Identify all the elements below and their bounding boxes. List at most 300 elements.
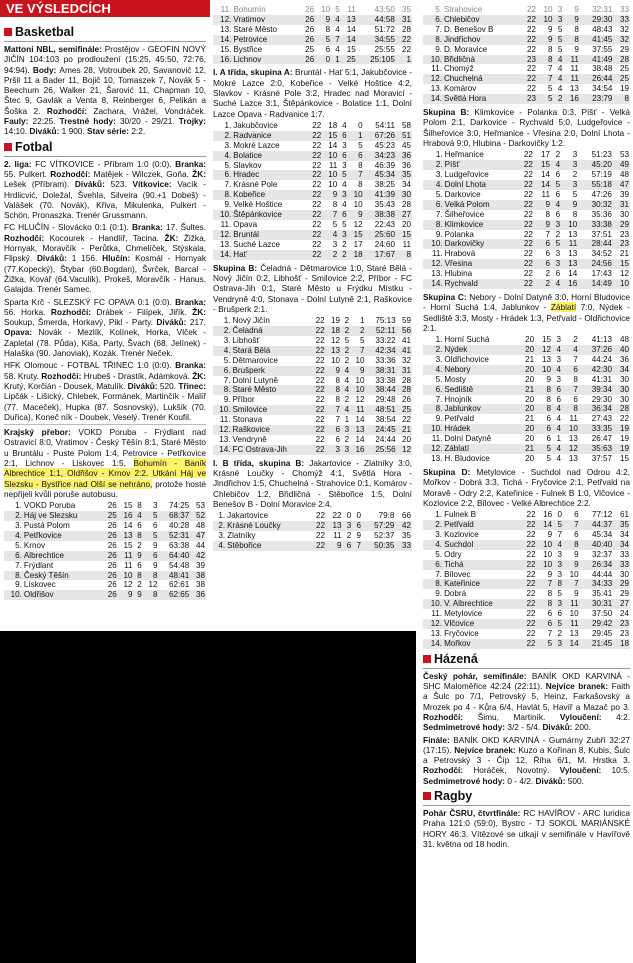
points-cell: 34 [613, 540, 630, 550]
table-row [423, 25, 630, 35]
played-cell: 22 [523, 269, 533, 279]
points-cell: 25 [397, 405, 412, 415]
losses-cell: 6 [573, 394, 578, 404]
draws-cell: 8 [134, 571, 143, 581]
wins-cell: 14 [540, 170, 550, 180]
losses-cell: 9 [152, 540, 158, 550]
table-row [213, 521, 412, 531]
losses-cell: 14 [355, 415, 365, 425]
points-cell: 20 [401, 219, 411, 229]
score-cell: 45:34 [364, 170, 396, 180]
points-cell: 48 [619, 335, 629, 345]
bold-label: Rozhodčí: [41, 370, 84, 381]
played-cell: 22 [517, 160, 534, 170]
points-cell: 34 [401, 180, 411, 190]
played-cell: 22 [517, 279, 534, 289]
score-cell: 25:56 [366, 445, 397, 455]
body-text: Kuzo a Kořínan 8, Kubis, Šulc a Petrovský 3 - Číp 12, Říha 6/1, M. Hrstka 3. [423, 744, 631, 766]
rank-cell: 10. [4, 590, 23, 600]
losses-cell: 1 [359, 316, 365, 326]
draws-cell: 4 [551, 279, 561, 289]
body-text: Faith a Šulc po 7/1, Petrovský 5, Heinz, Farkašovský a Mrozek po 4 - Kůra 6/4, Havlát 5, Havíř a Mazač po 3. [423, 681, 631, 712]
score-cell: 26:34 [580, 560, 614, 570]
points-cell: 28 [613, 404, 630, 414]
rank-cell: 5. [223, 355, 231, 365]
table-row [4, 521, 206, 531]
team-cell: Světlá Hora [443, 94, 520, 104]
points-cell: 35 [401, 531, 411, 541]
points-cell: 61 [619, 510, 629, 520]
wins-cell: 2 [322, 250, 338, 260]
draws-cell: 6 [555, 189, 561, 199]
losses-cell: 7 [562, 385, 579, 395]
wins-cell: 8 [537, 55, 554, 65]
draws-cell: 3 [341, 425, 350, 435]
rank-cell: 16. [213, 55, 232, 65]
rank-cell: 9. [435, 229, 443, 239]
wins-cell: 9 [548, 24, 553, 34]
losses-cell: 5 [143, 531, 159, 541]
team-cell: Staré Město [232, 385, 311, 395]
team-cell: Mokré Lazce [233, 140, 280, 150]
score-cell: 24:60 [374, 239, 395, 249]
table-row [213, 336, 412, 346]
table-row [213, 15, 412, 25]
bold-label: Pohár ČSRU, čtvrtfinále: [423, 808, 524, 819]
losses-cell: 13 [561, 259, 578, 269]
rank-cell: 12. [423, 74, 443, 84]
losses-cell: 13 [341, 15, 357, 25]
team-cell: Vlčovice [443, 619, 520, 629]
losses-cell: 5 [358, 140, 363, 150]
points-cell: 33 [619, 549, 629, 559]
team-cell: Komárov [443, 84, 477, 94]
rank-cell: 5. [435, 549, 443, 559]
points-cell: 23 [613, 239, 630, 249]
basketbal-heading-text: Basketbal [15, 25, 75, 39]
rank-cell: 11. [219, 415, 231, 425]
bold-label: I. A třída, skupina A: [213, 67, 296, 78]
score-cell: 48:43 [592, 24, 613, 34]
table-row [213, 25, 412, 35]
table-row [4, 531, 206, 541]
group-results-text [213, 263, 412, 314]
losses-cell: 14 [346, 24, 356, 34]
table-row [423, 444, 630, 454]
points-cell: 42 [395, 521, 412, 531]
team-cell: Oldřišov [23, 590, 102, 600]
rank-cell: 3. [223, 335, 231, 345]
score-cell: 41:39 [364, 190, 396, 200]
played-cell: 22 [312, 180, 322, 190]
score-cell: 33:35 [579, 424, 613, 434]
table-row [423, 589, 630, 599]
rank-cell: 15. [220, 44, 232, 54]
rank-cell: 5. [435, 5, 442, 14]
losses-cell: 9 [350, 366, 365, 376]
team-cell: Hrádek [443, 424, 518, 434]
table-row [213, 180, 412, 190]
points-cell: 32 [401, 355, 411, 365]
team-cell: Krásné Pole [233, 180, 278, 190]
score-cell: 32:31 [592, 5, 613, 14]
draws-cell: 4 [554, 74, 564, 84]
score-cell: 25:60 [364, 230, 396, 240]
losses-cell: 6 [574, 510, 579, 520]
standings-table [213, 316, 412, 455]
hazena-text [423, 671, 630, 733]
score-cell: 62:65 [158, 590, 190, 600]
points-cell: 22 [401, 415, 411, 425]
rank-cell: 8. [213, 190, 232, 200]
body-text: Bruntál - Hať 5:1, Jakubčovice - Mokré Lazce 2:0, Kobeřice - Velké Hoštice 4:2, Slavkov - Krásné Pole 3:2, Hradec nad Moravicí - Suché Lazce 3:1, Štěpánkovice - Bolatice 1:1, Dolní Lazce Opava - Radvanice 1:7. [213, 67, 412, 119]
standings-table [213, 5, 412, 64]
draws-cell: 6 [552, 385, 562, 395]
team-cell: Velké Hoštice [233, 200, 283, 210]
played-cell: 20 [518, 404, 535, 414]
losses-cell: 10 [355, 375, 365, 385]
table-row [423, 395, 630, 405]
body-text: FC VÍTKOVICE - Příbram 1:0 (0:0). [35, 158, 176, 169]
table-row [423, 5, 630, 15]
score-cell: 37:57 [591, 454, 613, 463]
wins-cell: 11 [118, 551, 134, 561]
draws-cell: 6 [557, 609, 562, 619]
rank-cell: 2. [213, 131, 232, 141]
bold-label: Rozhodčí: [50, 168, 94, 179]
rank-cell: 7. [15, 560, 22, 570]
score-cell: 33:38 [578, 220, 613, 230]
points-cell: 15 [619, 454, 629, 463]
rank-cell: 2. [4, 511, 23, 521]
rank-cell: 4. [423, 180, 444, 190]
score-cell: 40:28 [168, 520, 190, 530]
draws-cell: 4 [335, 24, 340, 34]
table-row [423, 84, 630, 94]
wins-cell: 15 [123, 501, 133, 511]
table-row [423, 210, 630, 220]
wins-cell: 11 [541, 189, 550, 199]
draws-cell: 5 [551, 239, 561, 249]
played-cell: 22 [526, 64, 536, 74]
losses-cell: 12 [562, 444, 579, 454]
wins-cell: 14 [536, 520, 553, 530]
draws-cell: 4 [551, 160, 561, 170]
team-cell: Zlatníky [227, 531, 256, 541]
draws-cell: 1 [344, 415, 350, 425]
standings-table [423, 5, 630, 104]
wins-cell: 18 [328, 120, 338, 130]
wins-cell: 6 [534, 259, 551, 269]
wins-cell: 10 [118, 571, 134, 581]
table-row [4, 511, 206, 521]
played-cell: 22 [310, 425, 325, 435]
score-cell: 29:45 [592, 628, 613, 638]
played-cell: 22 [315, 531, 325, 541]
played-cell: 20 [525, 454, 535, 463]
team-cell: Šilheřovice [444, 209, 485, 219]
rank-cell: 7. [435, 209, 443, 219]
draws-cell: 8 [134, 531, 143, 541]
rank-cell: 6. [423, 200, 444, 210]
losses-cell: 11 [569, 414, 578, 424]
team-cell: Krásné Loučky [226, 521, 309, 531]
rank-cell: 4. [213, 346, 232, 356]
bold-label: Stav série: [87, 126, 132, 137]
body-text: RC HAVÍŘOV - ARC Iuridica Praha 121:0 (59:0), Bystrc - TJ SOKOL MARIÁNSKÉ HORY 46:3. Vítězové se utkají v semifinále v Havířově 31. května od 18 hodin. [423, 808, 630, 849]
points-cell: 53 [195, 501, 205, 511]
rank-cell: 13. [220, 24, 232, 34]
points-cell: 28 [613, 55, 630, 65]
wins-cell: 2 [545, 269, 550, 279]
played-cell: 22 [306, 210, 322, 220]
wins-cell: 7 [548, 64, 553, 74]
played-cell: 22 [306, 151, 322, 161]
played-cell: 22 [520, 639, 537, 649]
losses-cell: 3 [152, 501, 158, 511]
points-cell: 41 [401, 335, 411, 345]
points-cell: 30 [396, 190, 412, 200]
rank-cell: 3. [218, 531, 226, 541]
played-cell: 22 [526, 529, 536, 539]
body-text: Hrubeš - Drastík, Adámková. [83, 370, 193, 381]
losses-cell: 10 [348, 190, 364, 200]
score-cell: 17:43 [591, 269, 612, 279]
score-cell: 62:61 [168, 580, 190, 590]
bold-label: Sedmimetrové hody: [423, 775, 508, 786]
score-cell: 38:48 [592, 64, 613, 74]
fotbal-heading [4, 140, 206, 157]
played-cell: 22 [306, 250, 322, 260]
rank-cell: 2. [423, 520, 443, 530]
losses-cell: 9 [574, 549, 579, 559]
score-cell: 41:13 [591, 335, 613, 345]
losses-cell: 7 [563, 579, 580, 589]
rank-cell: 10. [423, 55, 443, 65]
points-cell: 32 [619, 24, 629, 34]
wins-cell: 8 [535, 385, 552, 395]
team-cell: VOKD Poruba [23, 501, 76, 511]
body-text: 14:10. [4, 126, 30, 137]
krajsky-prebor-text [4, 427, 206, 499]
losses-cell: 8 [573, 374, 578, 384]
team-cell: Radvanice [232, 131, 306, 141]
losses-cell: 3 [561, 180, 578, 190]
team-cell: Břidličná [443, 55, 520, 65]
points-cell: 39 [195, 560, 205, 570]
losses-cell: 8 [574, 24, 579, 34]
team-cell: Darkovice [444, 189, 481, 199]
draws-cell: 2 [137, 540, 142, 550]
square-bullet-icon [423, 655, 431, 663]
played-cell: 26 [107, 540, 117, 550]
basketbal-text [4, 44, 206, 137]
wins-cell: 13 [326, 521, 343, 531]
losses-cell: 6 [352, 521, 362, 531]
draws-cell: 3 [557, 5, 563, 14]
team-cell: Hradec [232, 170, 306, 180]
draws-cell: 3 [553, 639, 563, 649]
wins-cell: 9 [537, 35, 554, 45]
team-cell: Píšť [444, 160, 517, 170]
points-cell: 22 [619, 414, 629, 424]
table-row [423, 530, 630, 540]
score-cell: 54:48 [168, 560, 190, 570]
score-cell: 38:44 [366, 385, 397, 395]
rank-cell: 10. [213, 405, 232, 415]
points-cell: 41 [397, 346, 412, 356]
table-row [213, 425, 412, 435]
bold-label: Diváků: [74, 179, 111, 190]
draws-cell: 4 [335, 44, 340, 54]
played-cell: 21 [518, 444, 535, 454]
points-cell: 25 [619, 64, 629, 74]
draws-cell: 3 [553, 560, 563, 570]
team-cell: Ludgeřovice [444, 170, 489, 180]
score-cell: 38:38 [364, 210, 396, 220]
team-cell: Kobeřice [232, 190, 306, 200]
score-cell: 37:51 [591, 229, 612, 239]
wins-cell: 8 [535, 404, 552, 414]
losses-cell: 10 [569, 569, 579, 579]
wins-cell: 10 [322, 170, 338, 180]
points-cell: 51 [396, 131, 412, 141]
wins-cell: 6 [545, 249, 550, 259]
score-cell: 33:38 [375, 375, 396, 385]
rank-cell: 1. [224, 120, 232, 130]
score-cell: 48:41 [158, 571, 190, 581]
score-cell: 75:13 [375, 316, 396, 326]
points-cell: 34 [613, 365, 630, 375]
wins-cell: 9 [547, 569, 553, 579]
rank-cell: 2. [423, 160, 444, 170]
score-cell: 32:37 [592, 549, 613, 559]
wins-cell: 5 [332, 219, 338, 229]
rank-cell: 12. [423, 619, 443, 629]
losses-cell: 8 [572, 209, 578, 219]
played-cell: 20 [518, 424, 535, 434]
table-row [423, 35, 630, 45]
body-text: 22:25. [32, 116, 60, 127]
team-cell: Opava [233, 219, 258, 229]
losses-cell: 8 [143, 590, 159, 600]
bold-label: Diváků: [29, 126, 62, 137]
team-cell: Staré Město [233, 24, 278, 34]
rank-cell: 10. [423, 599, 443, 609]
column-2 [213, 4, 412, 554]
draws-cell: 5 [557, 24, 563, 34]
played-cell: 22 [312, 160, 322, 170]
losses-cell: 4 [562, 345, 579, 355]
team-cell: Klimkovice [444, 220, 517, 230]
wins-cell: 8 [545, 209, 550, 219]
wins-cell: 9 [534, 200, 551, 210]
losses-cell: 10 [350, 385, 365, 395]
losses-cell: 3 [572, 150, 578, 160]
played-cell: 22 [315, 511, 325, 521]
bold-label: ŽK: [192, 168, 206, 179]
losses-cell: 2 [350, 326, 365, 336]
points-cell: 29 [619, 44, 629, 54]
rank-cell: 14. [423, 94, 443, 104]
wins-cell: 7 [536, 579, 553, 589]
played-cell: 22 [517, 200, 534, 210]
played-cell: 26 [102, 590, 118, 600]
highlighted-text: Záblatí [550, 302, 577, 313]
body-text: 523. [110, 179, 133, 190]
played-cell: 25 [102, 511, 118, 521]
rank-cell: 1. [435, 150, 443, 160]
played-cell: 22 [526, 84, 536, 94]
rank-cell: 11. [431, 609, 443, 619]
body-text: Drábek - Filípek, Jiřík. [96, 306, 193, 317]
score-cell: 14:49 [578, 279, 613, 289]
team-cell: Stará Bělá [232, 346, 311, 356]
table-row [213, 200, 412, 210]
wins-cell: 6 [326, 425, 341, 435]
rank-cell: 3. [224, 140, 232, 150]
score-cell: 35:36 [591, 209, 612, 219]
table-row [423, 355, 630, 365]
wins-cell: 6 [546, 434, 551, 444]
rank-cell: 2. [213, 326, 232, 336]
played-cell: 22 [520, 540, 537, 550]
score-cell: 27:43 [591, 414, 613, 424]
rank-cell: 1. [223, 316, 231, 326]
rank-cell: 3. [435, 170, 443, 180]
losses-cell: 10 [353, 200, 363, 210]
draws-cell: 2 [137, 580, 142, 590]
wins-cell: 11 [328, 160, 338, 170]
table-row [423, 335, 630, 345]
table-row [423, 190, 630, 200]
draws-cell: 5 [554, 35, 564, 45]
losses-cell: 14 [563, 639, 580, 649]
played-cell: 22 [310, 445, 325, 455]
points-cell: 36 [401, 160, 411, 170]
body-text: 4:2. [616, 711, 631, 722]
score-cell: 44:58 [357, 15, 396, 25]
wins-cell: 10 [537, 15, 554, 25]
played-cell: 22 [309, 521, 326, 531]
table-row [423, 269, 630, 279]
body-text: Prostějov - GEOFIN NOVÝ JIČÍN 104:103 po prodloužení (15:25, 45:50, 72:76, 94:94). [4, 44, 206, 75]
draws-cell: 4 [557, 84, 563, 94]
rank-cell: 3. [15, 520, 22, 530]
losses-cell: 12 [355, 395, 365, 405]
played-cell: 22 [315, 316, 325, 326]
played-cell: 22 [523, 249, 533, 259]
team-cell: Vratimov [232, 15, 299, 25]
draws-cell: 3 [338, 190, 347, 200]
losses-cell: 9 [563, 15, 580, 25]
draws-cell: 6 [137, 560, 142, 570]
wins-cell: 5 [535, 444, 552, 454]
losses-cell: 5 [143, 511, 159, 521]
team-cell: FC Ostrava-Jih [232, 445, 311, 455]
score-cell: 50:35 [362, 541, 395, 551]
draws-cell: 5 [342, 219, 347, 229]
points-cell: 52 [190, 511, 206, 521]
bold-label: Mattoni NBL, semifinále: [4, 44, 105, 54]
losses-cell: 13 [568, 434, 578, 444]
wins-cell: 10 [322, 151, 338, 161]
wins-cell: 2 [534, 279, 551, 289]
wins-cell: 16 [543, 510, 553, 520]
losses-cell: 13 [569, 628, 579, 638]
played-cell: 22 [526, 510, 536, 520]
points-cell: 38 [195, 580, 205, 590]
